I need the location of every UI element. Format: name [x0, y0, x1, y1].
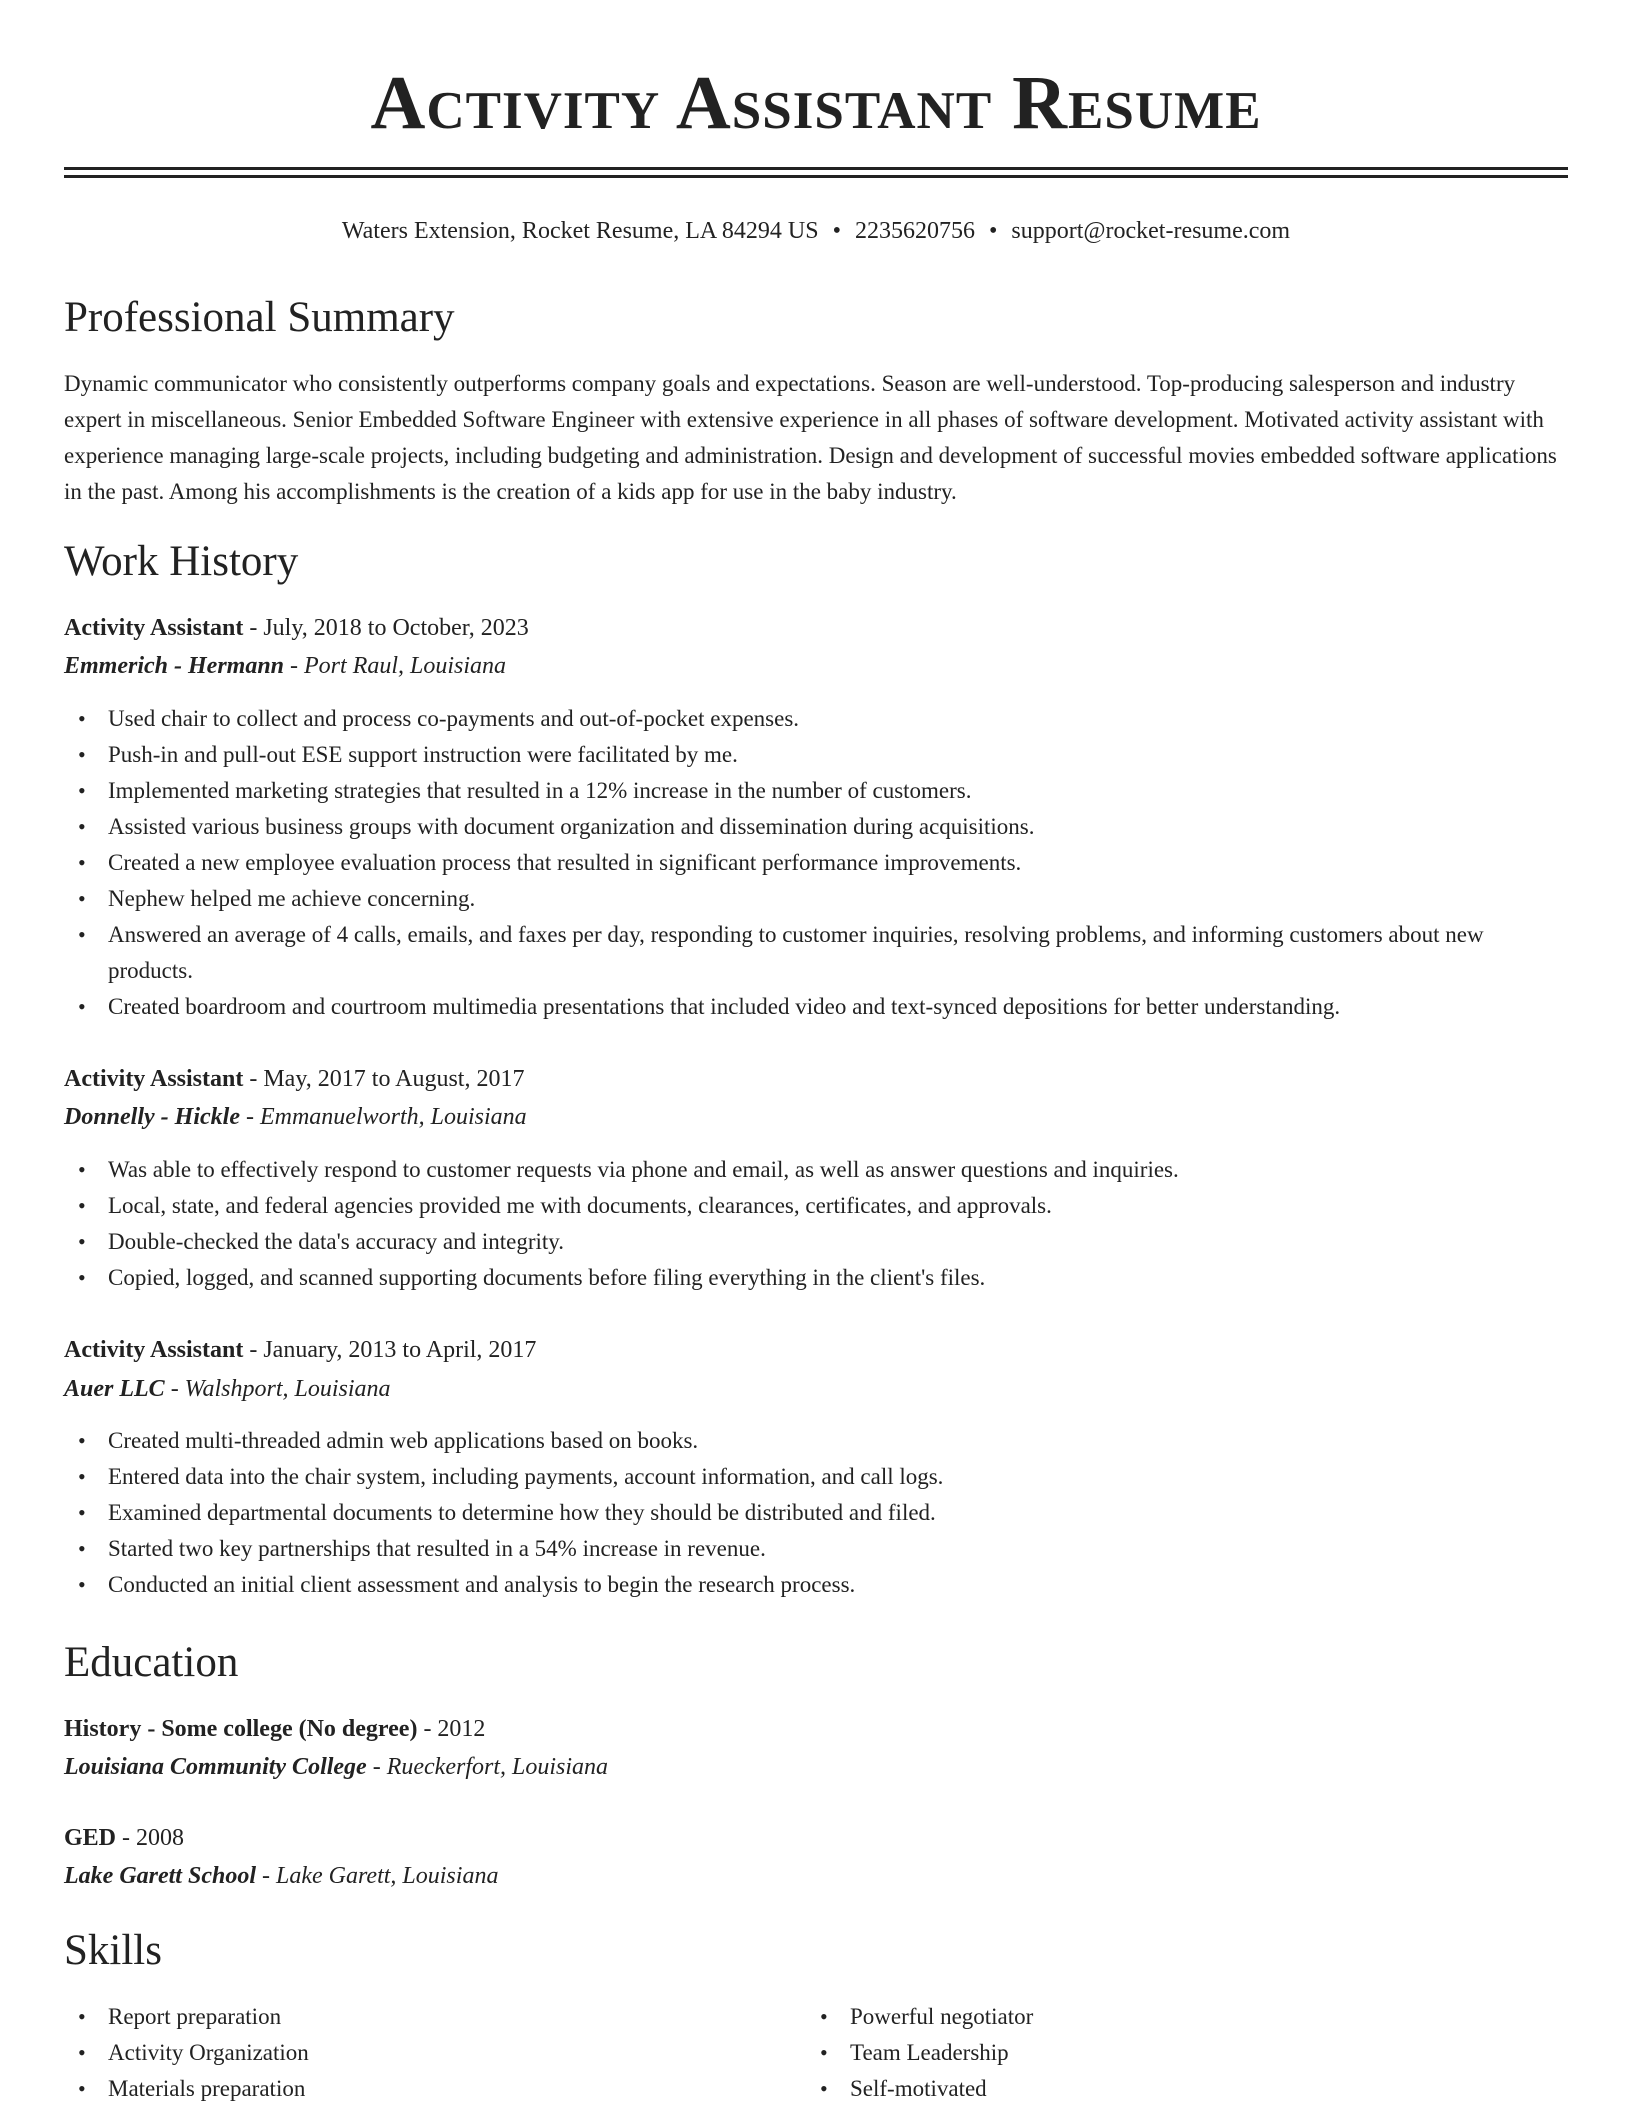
- list-item: • Double-checked the data's accuracy and integrity.: [64, 1224, 1568, 1260]
- job-title: Activity Assistant: [64, 1066, 244, 1092]
- contact-separator: •: [832, 218, 841, 244]
- list-item: • Conducted an initial client assessment and analysis to begin the research process.: [64, 1567, 1568, 1603]
- skill-item: • Materials preparation: [64, 2071, 1568, 2107]
- job-company: Emmerich - Hermann: [64, 653, 285, 679]
- job-title: Activity Assistant: [64, 1337, 244, 1363]
- list-item: • Push-in and pull-out ESE support instruction were facilitated by me.: [64, 737, 1568, 773]
- list-item: • Implemented marketing strategies that resulted in a 12% increase in the number of customers.: [64, 773, 1568, 809]
- job-dates: - May, 2017 to August, 2017: [243, 1066, 525, 1092]
- skill-item: • Self-motivated: [806, 2071, 1632, 2107]
- title-rule-thick: [64, 167, 1568, 170]
- education-degree-line: [64, 1820, 1568, 1856]
- job-title-line: [64, 1332, 1568, 1368]
- job-company: Donnelly - Hickle: [64, 1104, 240, 1130]
- education-school: Louisiana Community College: [64, 1754, 367, 1780]
- contact-email: support@rocket-resume.com: [1011, 218, 1291, 244]
- education-degree: History - Some college (No degree): [64, 1716, 418, 1742]
- education-heading: Education: [64, 1639, 239, 1686]
- education-location: - Lake Garett, Louisiana: [256, 1863, 499, 1889]
- list-item: • Created boardroom and courtroom multimedia presentations that included video and text-synced depositions for better understanding.: [64, 989, 1568, 1025]
- list-item: • Used chair to collect and process co-payments and out-of-pocket expenses.: [64, 701, 1568, 737]
- job-location: - Emmanuelworth, Louisiana: [239, 1104, 527, 1130]
- education-school-line: [64, 1749, 1568, 1785]
- job-company-line: [64, 648, 1568, 684]
- skills-list-right: [806, 1999, 1632, 2107]
- work-history-heading: Work History: [64, 538, 299, 585]
- list-item: • Started two key partnerships that resulted in a 54% increase in revenue.: [64, 1531, 1568, 1567]
- contact-address: Waters Extension, Rocket Resume, LA 84294 US: [341, 218, 819, 244]
- job-dates: - July, 2018 to October, 2023: [243, 615, 529, 641]
- job-title-line: [64, 1061, 1568, 1097]
- list-item: • Examined departmental documents to determine how they should be distributed and filed.: [64, 1495, 1568, 1531]
- list-item: • Copied, logged, and scanned supporting documents before filing everything in the client's files.: [64, 1260, 1568, 1296]
- education-degree-line: [64, 1711, 1568, 1747]
- list-item: • Local, state, and federal agencies provided me with documents, clearances, certificates, and approvals.: [64, 1188, 1568, 1224]
- list-item: • Assisted various business groups with document organization and dissemination during acquisitions.: [64, 809, 1568, 845]
- resume-title: Activity Assistant Resume: [370, 61, 1262, 145]
- education-location: - Rueckerfort, Louisiana: [366, 1754, 609, 1780]
- job-company-line: [64, 1099, 1568, 1135]
- skill-item: • Report preparation: [64, 1999, 1568, 2035]
- title-rule-thin: [64, 175, 1568, 178]
- list-item: • Created multi-threaded admin web applications based on books.: [64, 1423, 1568, 1459]
- job-title: Activity Assistant: [64, 615, 244, 641]
- contact-phone: 2235620756: [854, 218, 975, 244]
- job-title-line: [64, 610, 1568, 646]
- list-item: • Answered an average of 4 calls, emails, and faxes per day, responding to customer inquiries, resolving problems, and informing customers about new products.: [64, 917, 1568, 989]
- job-dates: - January, 2013 to April, 2017: [243, 1337, 537, 1363]
- education-year: - 2012: [417, 1716, 486, 1742]
- list-item: • Was able to effectively respond to customer requests via phone and email, as well as answer questions and inquiries.: [64, 1152, 1568, 1188]
- education-year: - 2008: [116, 1825, 185, 1851]
- contact-line: [64, 213, 1568, 249]
- job-location: - Walshport, Louisiana: [164, 1376, 391, 1402]
- job-company-line: [64, 1371, 1568, 1407]
- list-item: • Nephew helped me achieve concerning.: [64, 881, 1568, 917]
- skill-item: • Activity Organization: [64, 2035, 1568, 2071]
- contact-separator: •: [988, 218, 998, 244]
- education-school-line: [64, 1858, 1568, 1894]
- skill-item: • Team Leadership: [806, 2035, 1632, 2071]
- education-school: Lake Garett School: [64, 1863, 256, 1889]
- job-bullets: [64, 701, 1568, 1025]
- summary-text: Dynamic communicator who consistently outperforms company goals and expectations. Season are well-understood. Top-producing salesperson and industry expert in miscellaneous. Senior Embedded Software Engineer with extensive experience in all phases of software development. Motivated activity assistant with experience managing large-scale projects, including budgeting and administration. Design and development of successful movies embedded software applications in the past. Among his accomplishments is the creation of a kids app for use in the baby industry.: [64, 371, 1557, 504]
- job-location: - Port Raul, Louisiana: [284, 653, 507, 679]
- job-bullets: [64, 1423, 1568, 1603]
- education-degree: GED: [64, 1825, 117, 1851]
- list-item: • Created a new employee evaluation process that resulted in significant performance improvements.: [64, 845, 1568, 881]
- summary-heading: Professional Summary: [64, 294, 455, 341]
- job-bullets: [64, 1152, 1568, 1296]
- list-item: • Entered data into the chair system, including payments, account information, and call logs.: [64, 1459, 1568, 1495]
- skills-heading: Skills: [64, 1927, 162, 1974]
- job-company: Auer LLC: [64, 1376, 165, 1402]
- skill-item: • Powerful negotiator: [806, 1999, 1632, 2035]
